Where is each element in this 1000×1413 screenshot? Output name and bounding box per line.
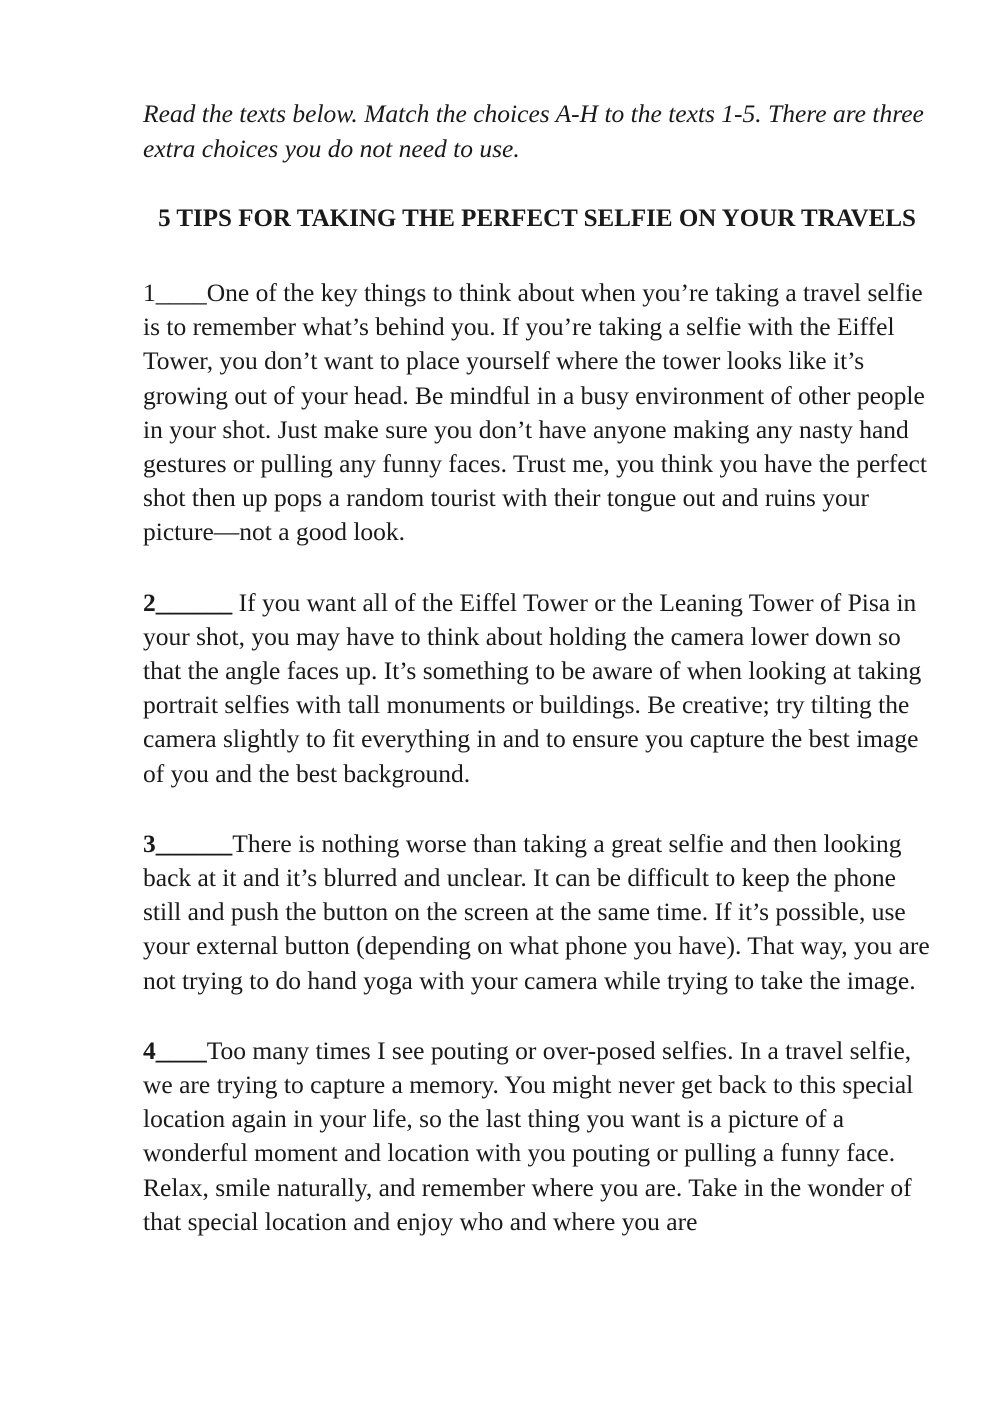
tip-text: There is nothing worse than taking a great selfie and then looking back at it and it’s blurred and unclear. It can be difficult to keep the phone still and push the button on the screen at the same time. If it’s possible, use your external button (depending on what phone you have). That way, you are not trying to do hand yoga with your camera while trying to take the image.: [143, 828, 930, 995]
tip-number: 4: [143, 1035, 156, 1065]
tip-paragraph-4: [143, 1034, 933, 1239]
tip-text: One of the key things to think about when you’re taking a travel selfie is to remember what’s behind you. If you’re taking a selfie with the Eiffel Tower, you don’t want to place yourself where the tower looks like it’s growing out of your head. Be mindful in a busy environment of other people in your shot. Just make sure you don’t have anyone making any nasty hand gestures or pulling any funny faces. Trust me, you think you have the perfect shot then up pops a random tourist with their tongue out and ruins your picture—not a good look.: [143, 278, 927, 547]
page-title: 5 TIPS FOR TAKING THE PERFECT SELFIE ON YOUR TRAVELS: [158, 205, 916, 232]
answer-blank: ____: [155, 1035, 207, 1065]
tip-number: 2: [143, 587, 156, 617]
tip-paragraph-2: [143, 586, 933, 791]
answer-blank: ______: [155, 587, 233, 617]
answer-blank: ______: [155, 828, 233, 858]
tip-number: 1: [143, 278, 156, 307]
tip-text: Too many times I see pouting or over-posed selfies. In a travel selfie, we are trying to capture a memory. You might never get back to this special location again in your life, so the last thing you want is a picture of a wonderful moment and location with you pouting or pulling a funny face. Relax, smile naturally, and remember where you are. Take in the wonder of that special location and enjoy who and where you are: [143, 1035, 914, 1236]
tip-paragraph-3: [143, 827, 933, 998]
tip-number: 3: [143, 828, 156, 858]
tip-paragraph-1: [143, 276, 933, 550]
answer-blank: ____: [155, 278, 207, 307]
tip-text: If you want all of the Eiffel Tower or the Leaning Tower of Pisa in your shot, you may have to think about holding the camera lower down so that the angle faces up. It’s something to be aware of when looking at taking portrait selfies with tall monuments or buildings. Be creative; try tilting the camera slightly to fit everything in and to ensure you capture the best image of you and the best background.: [143, 587, 922, 788]
worksheet-page: [143, 96, 933, 1239]
instructions-text: Read the texts below. Match the choices A-H to the texts 1-5. There are three extra choices you do not need to use.: [143, 99, 924, 163]
